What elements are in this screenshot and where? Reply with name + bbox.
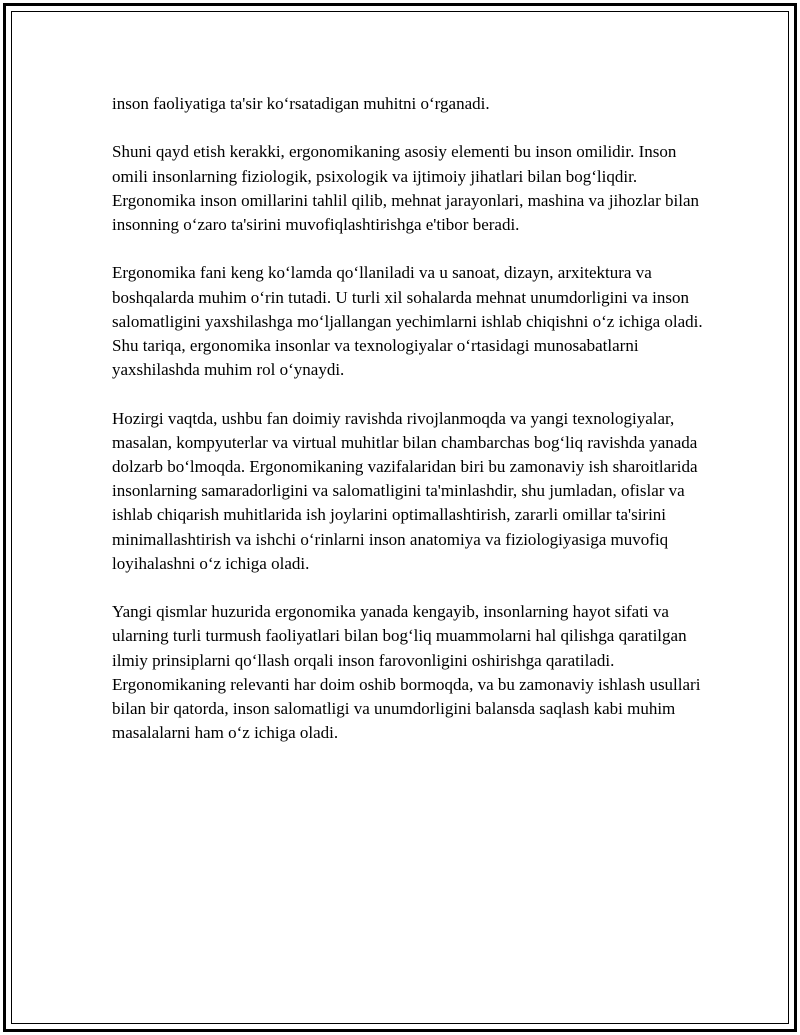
document-body — [112, 92, 712, 770]
paragraph-2: Shuni qayd etish kerakki, ergonomikaning asosiy elementi bu inson omilidir. Inson omili insonlarning fiziologik, psixologik va ijtimoiy jihatlari bilan bogʻliqdir. Ergonomika inson omillarini tahlil qilib, mehnat jarayonlari, mashina va jihozlar bilan insonning oʻzaro ta'sirini muvofiqlashtirishga e'tibor beradi. — [112, 142, 699, 234]
paragraph-1: inson faoliyatiga ta'sir koʻrsatadigan muhitni oʻrganadi. — [112, 94, 490, 113]
paragraph-5: Yangi qismlar huzurida ergonomika yanada kengayib, insonlarning hayot sifati va ularning turli turmush faoliyatlari bilan bogʻliq muammolarni hal qilishga qaratilgan ilmiy prinsiplarni qoʻllash orqali inson farovonligini oshirishga qaratiladi. Ergonomikaning relevanti har doim oshib bormoqda, va bu zamonaviy ishlash usullari bilan bir qatorda, inson salomatligi va unumdorligini balansda saqlash kabi muhim masalalarni ham oʻz ichiga oladi. — [112, 602, 701, 743]
paragraph-4: Hozirgi vaqtda, ushbu fan doimiy ravishda rivojlanmoqda va yangi texnologiyalar, masalan, kompyuterlar va virtual muhitlar bilan chambarchas bogʻliq ravishda yanada dolzarb boʻlmoqda. Ergonomikaning vazifalaridan biri bu zamonaviy ish sharoitlarida insonlarning samaradorligini va salomatligini ta'minlashdir, shu jumladan, ofislar va ishlab chiqarish muhitlarida ish joylarini optimallashtirish, zararli omillar ta'sirini minimallashtirish va ishchi oʻrinlarni inson anatomiya va fiziologiyasiga muvofiq loyihalashni oʻz ichiga oladi. — [112, 408, 698, 573]
paragraph-3: Ergonomika fani keng koʻlamda qoʻllaniladi va u sanoat, dizayn, arxitektura va boshqalarda muhim oʻrin tutadi. U turli xil sohalarda mehnat unumdorligini va inson salomatligini yaxshilashga moʻljallangan yechimlarni ishlab chiqishni oʻz ichiga oladi. Shu tariqa, ergonomika insonlar va texnologiyalar oʻrtasidagi munosabatlarni yaxshilashda muhim rol oʻynaydi. — [112, 263, 703, 380]
